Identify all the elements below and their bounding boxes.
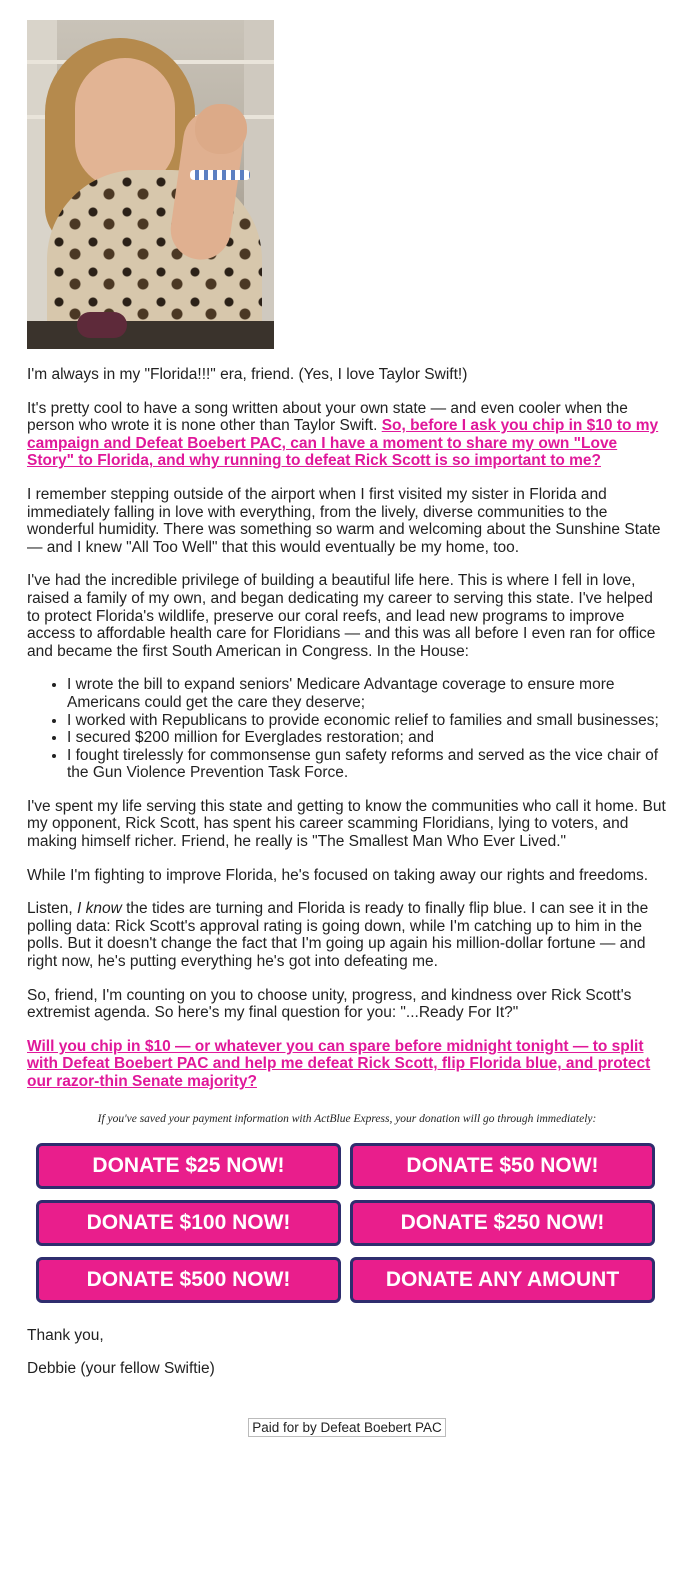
donate-250-button[interactable]: DONATE $250 NOW! bbox=[350, 1200, 655, 1246]
donate-100-button[interactable]: DONATE $100 NOW! bbox=[36, 1200, 341, 1246]
privilege-paragraph: I've had the incredible privilege of building a beautiful life here. This is where I fell in love, raised a family of my own, and began dedicating my career to serving this state. I've helped to protect Florida's wildlife, preserve our coral reefs, and lead new programs to improve access to affordable health care for Floridians — and this was all before I even ran for office and became the first South American in Congress. In the House: bbox=[27, 572, 656, 660]
intro-paragraph: I'm always in my "Florida!!!" era, friend. (Yes, I love Taylor Swift!) bbox=[27, 366, 468, 383]
donate-25-button[interactable]: DONATE $25 NOW! bbox=[36, 1143, 341, 1189]
story-text: It's pretty cool to have a song written about your own state — and even cooler when the person who wrote it is none other than Taylor Swift. bbox=[27, 399, 628, 435]
donate-button-grid bbox=[36, 1143, 667, 1303]
candidate-photo bbox=[27, 20, 274, 349]
paid-for-disclaimer: Paid for by Defeat Boebert PAC bbox=[248, 1418, 446, 1437]
donate-any-amount-button[interactable]: DONATE ANY AMOUNT bbox=[350, 1257, 655, 1303]
polling-paragraph bbox=[27, 900, 667, 970]
polling-start: Listen, bbox=[27, 900, 77, 918]
opponent-paragraph: I've spent my life serving this state and getting to know the communities who call it home. But my opponent, Rick Scott, has spent his career scamming Floridians, lying to voters, and making himself richer. Friend, he really is "The Smallest Man Who Ever Lived." bbox=[27, 797, 666, 851]
donate-500-button[interactable]: DONATE $500 NOW! bbox=[36, 1257, 341, 1303]
list-item: • I secured $200 million for Everglades restoration; and bbox=[67, 729, 667, 747]
scrunchie-shape bbox=[77, 312, 127, 338]
signature-line: Debbie (your fellow Swiftie) bbox=[27, 1360, 215, 1378]
donate-50-button[interactable]: DONATE $50 NOW! bbox=[350, 1143, 655, 1189]
list-item: • I fought tirelessly for commonsense gun safety reforms and served as the vice chair of the Gun Violence Prevention Task Force. bbox=[67, 747, 667, 782]
rights-paragraph: While I'm fighting to improve Florida, he's focused on taking away our rights and freedoms. bbox=[27, 866, 649, 884]
friendship-bracelet-shape bbox=[190, 170, 250, 180]
actblue-express-note: If you've saved your payment information with ActBlue Express, your donation will go through immediately: bbox=[97, 1112, 597, 1125]
polling-rest: the tides are turning and Florida is ready to finally flip blue. I can see it in the polling data: Rick Scott's approval rating is going down, while I'm catching up to him in the polls. But it doesn't change the fact that I'm going up again his million-dollar fortune — and right now, he's putting everything he's got into defeating me. bbox=[27, 900, 649, 971]
list-item: • I worked with Republicans to provide economic relief to families and small businesses; bbox=[67, 712, 667, 730]
accomplishments-list bbox=[27, 676, 667, 782]
thanks-line: Thank you, bbox=[27, 1326, 104, 1344]
list-item: • I wrote the bill to expand seniors' Medicare Advantage coverage to ensure more Americans could get the care they deserve; bbox=[67, 676, 667, 711]
polling-emphasis: I know bbox=[76, 900, 122, 918]
chip-in-link[interactable]: Will you chip in $10 — or whatever you can spare before midnight tonight — to split with Defeat Boebert PAC and help me defeat Rick Scott, flip Florida blue, and protect our razor-thin Senate majority? bbox=[27, 1037, 651, 1090]
email-body bbox=[27, 20, 667, 1437]
cta-paragraph bbox=[27, 1038, 667, 1091]
love-story-donate-link[interactable]: So, before I ask you chip in $10 to my campaign and Defeat Boebert PAC, can I have a moment to share my own "Love Story" to Florida, and why running to defeat Rick Scott is so important to me? bbox=[27, 417, 659, 470]
footer bbox=[27, 1418, 667, 1437]
airport-paragraph: I remember stepping outside of the airport when I first visited my sister in Florida and immediately falling in love with everything, from the lively, diverse communities to the wonderful humidity. There was something so warm and welcoming about the Sunshine State — and I knew "All Too Well" that this would eventually be my home, too. bbox=[27, 485, 661, 556]
story-paragraph bbox=[27, 400, 667, 470]
face-shape bbox=[75, 58, 175, 188]
fist-shape bbox=[195, 104, 247, 154]
table-shape bbox=[27, 321, 274, 349]
final-question-paragraph: So, friend, I'm counting on you to choose unity, progress, and kindness over Rick Scott's extremist agenda. So here's my final question for you: "...Ready For It?" bbox=[27, 986, 632, 1022]
